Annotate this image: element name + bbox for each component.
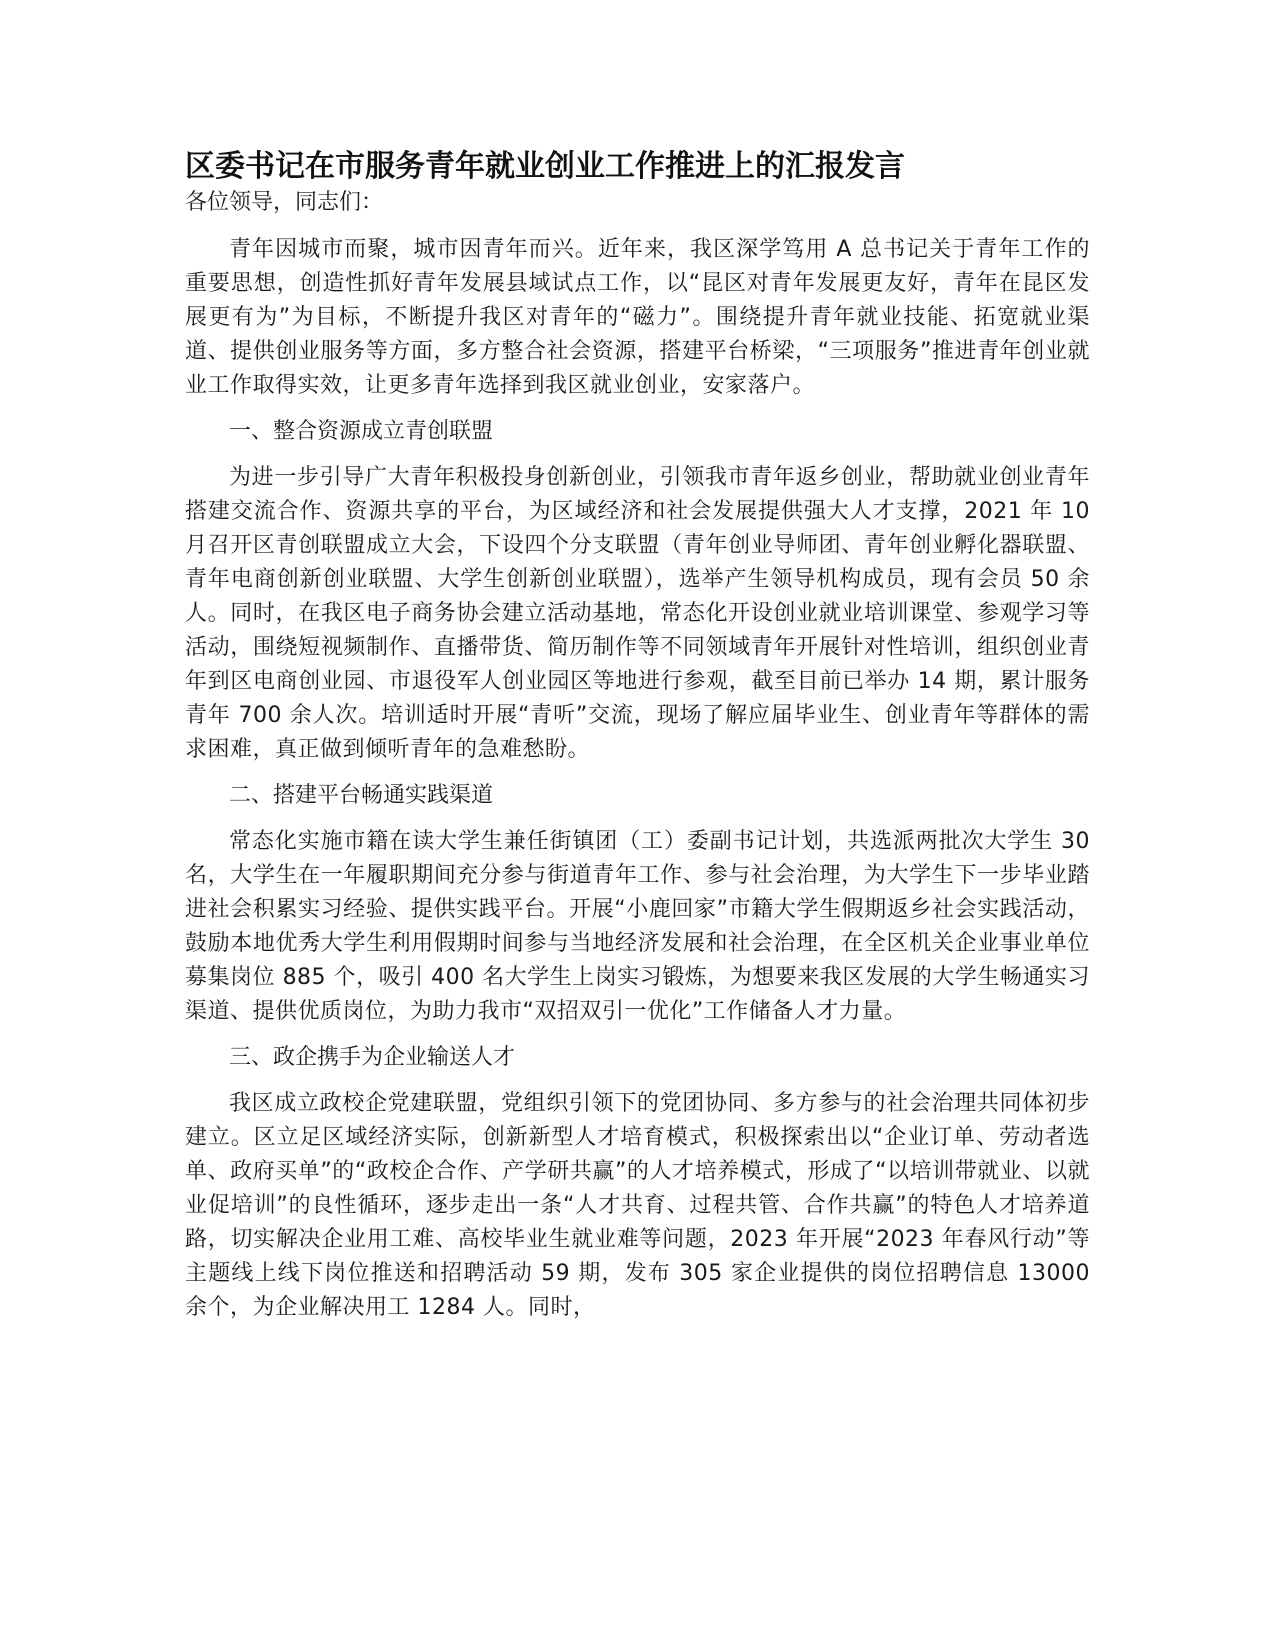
paragraph-intro: 青年因城市而聚，城市因青年而兴。近年来，我区深学笃用 A 总书记关于青年工作的重要思想，创造性抓好青年发展县域试点工作，以“昆区对青年发展更友好，青年在昆区发展更有为”为目标，不断提升我区对青年的“磁力”。围绕提升青年就业技能、拓宽就业渠道、提供创业服务等方面，多方整合社会资源，搭建平台桥梁，“三项服务”推进青年创业就业工作取得实效，让更多青年选择到我区就业创业，安家落户。	[185, 237, 1090, 398]
paragraph-section-3: 我区成立政校企党建联盟，党组织引领下的党团协同、多方参与的社会治理共同体初步建立。区立足区域经济实际，创新新型人才培育模式，积极探索出以“企业订单、劳动者选单、政府买单”的“政校企合作、产学研共赢”的人才培养模式，形成了“以培训带就业、以就业促培训”的良性循环，逐步走出一条“人才共育、过程共管、合作共赢”的特色人才培养道路，切实解决企业用工难、高校毕业生就业难等问题，2023 年开展“2023 年春风行动”等主题线上线下岗位推送和招聘活动 59 期，发布 305 家企业提供的岗位招聘信息 13000 余个，为企业解决用工 1284 人。同时，	[185, 1091, 1090, 1320]
paragraph-section-2: 常态化实施市籍在读大学生兼任街镇团（工）委副书记计划，共选派两批次大学生 30 名，大学生在一年履职期间充分参与街道青年工作、参与社会治理，为大学生下一步毕业踏进社会积累实习经验、提供实践平台。开展“小鹿回家”市籍大学生假期返乡社会实践活动，鼓励本地优秀大学生利用假期时间参与当地经济发展和社会治理，在全区机关企业事业单位募集岗位 885 个，吸引 400 名大学生上岗实习锻炼，为想要来我区发展的大学生畅通实习渠道、提供优质岗位，为助力我市“双招双引一优化”工作储备人才力量。	[185, 829, 1090, 1024]
salutation: 各位领导，同志们：	[185, 190, 384, 215]
section-heading-3: 三、政企携手为企业输送人才	[229, 1045, 516, 1070]
paragraph-section-1: 为进一步引导广大青年积极投身创新创业，引领我市青年返乡创业，帮助就业创业青年搭建交流合作、资源共享的平台，为区域经济和社会发展提供强大人才支撑，2021 年 10 月召开区青创联盟成立大会，下设四个分支联盟（青年创业导师团、青年创业孵化器联盟、青年电商创新创业联盟、大学生创新创业联盟），选举产生领导机构成员，现有会员 50 余人。同时，在我区电子商务协会建立活动基地，常态化开设创业就业培训课堂、参观学习等活动，围绕短视频制作、直播带货、简历制作等不同领域青年开展针对性培训，组织创业青年到区电商创业园、市退役军人创业园区等地进行参观，截至目前已举办 14 期，累计服务青年 700 余人次。培训适时开展“青听”交流，现场了解应届毕业生、创业青年等群体的需求困难，真正做到倾听青年的急难愁盼。	[185, 465, 1090, 762]
document-page	[185, 148, 1090, 1337]
document-title: 区委书记在市服务青年就业创业工作推进上的汇报发言	[185, 149, 905, 184]
section-heading-1: 一、整合资源成立青创联盟	[229, 419, 494, 444]
section-heading-2: 二、搭建平台畅通实践渠道	[229, 783, 494, 808]
